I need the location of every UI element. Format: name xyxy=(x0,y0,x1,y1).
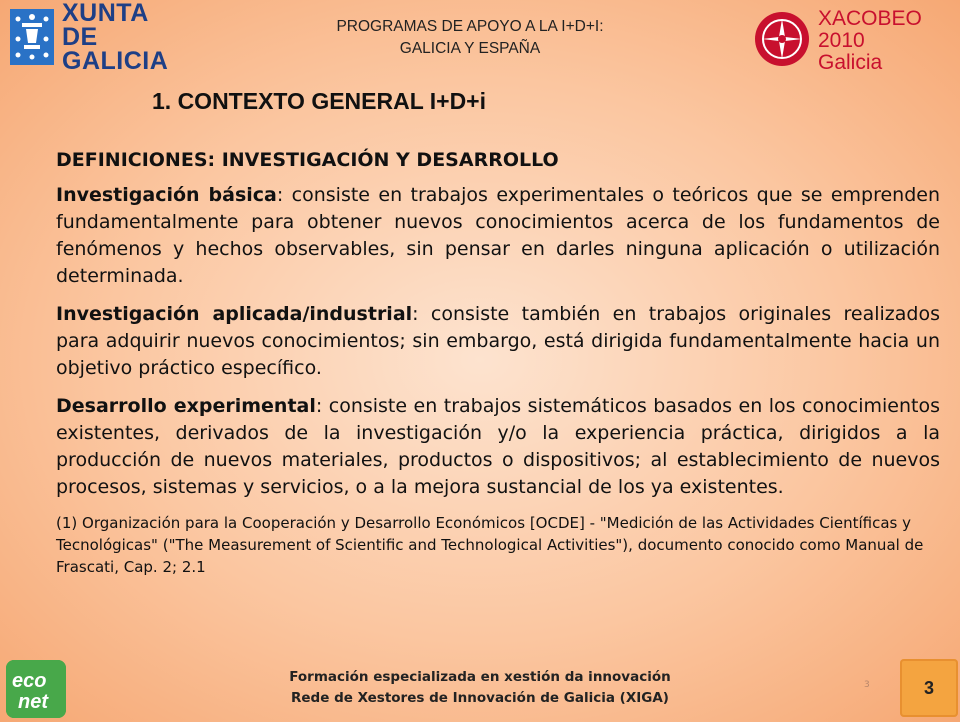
subheading: DEFINICIONES: INVESTIGACIÓN Y DESARROLLO xyxy=(56,149,559,171)
xacobeo-logo-text xyxy=(818,8,952,74)
econet-logo-line2: net xyxy=(18,691,48,713)
tiny-page-number: 3 xyxy=(864,680,870,690)
xacobeo-emblem-icon xyxy=(752,9,812,73)
xacobeo-logo-line1: XACOBEO 2010 xyxy=(818,7,922,52)
econet-logo-line1: eco xyxy=(12,670,47,692)
header-title-line2: GALICIA Y ESPAÑA xyxy=(399,40,541,57)
xunta-shield-icon xyxy=(10,9,54,65)
definition-text: : consiste también en trabajos originales realizados para adquirir nuevos conocimientos; sin embargo, está dirigida fundamentalmente hacia un objetivo práctico específico. xyxy=(56,303,940,379)
definition-basic-research xyxy=(56,182,940,290)
definition-term: Desarrollo experimental xyxy=(56,395,316,417)
page-number-badge xyxy=(900,659,958,717)
definition-applied-research xyxy=(56,301,940,382)
xunta-logo xyxy=(10,0,200,75)
header-title xyxy=(300,16,640,60)
definition-term: Investigación básica xyxy=(56,184,277,206)
footer-line1: Formación especializada en xestión da innovación xyxy=(289,669,671,685)
footer-text xyxy=(230,667,730,709)
xacobeo-logo xyxy=(752,8,952,74)
footer-line2: Rede de Xestores de Innovación de Galicia (XIGA) xyxy=(291,690,669,706)
xunta-logo-text xyxy=(62,1,200,73)
page-number: 3 xyxy=(923,677,934,698)
header-title-line1: PROGRAMAS DE APOYO A LA I+D+I: xyxy=(336,18,604,35)
section-title: 1. CONTEXTO GENERAL I+D+i xyxy=(152,88,487,114)
definition-text: : consiste en trabajos experimentales o teóricos que se emprenden fundamentalmente para obtener nuevos conocimientos acerca de los fundamentos de fenómenos y hechos observables, sin pensar en darles ninguna aplicación o utilización determinada. xyxy=(56,184,940,287)
xacobeo-logo-line2: Galicia xyxy=(818,51,883,74)
main-content xyxy=(56,147,940,578)
xunta-logo-line1: XUNTA xyxy=(62,0,149,27)
definition-experimental-development xyxy=(56,393,940,501)
definition-text: : consiste en trabajos sistemáticos basados en los conocimientos existentes, derivados de la investigación y/o la experiencia práctica, dirigidos a la producción de nuevos materiales, productos o dispositivos; al establecimiento de nuevos procesos, sistemas y servicios, o a la mejora sustancial de los ya existentes. xyxy=(56,395,940,498)
econet-logo-icon xyxy=(6,660,66,718)
definition-term: Investigación aplicada/industrial xyxy=(56,303,413,325)
footnote: (1) Organización para la Cooperación y Desarrollo Económicos [OCDE] - "Medición de las Actividades Científicas y Tecnológicas" ("The Measurement of Scientific and Technological Activities"), documento conocido como Manual de Frascati, Cap. 2; 2.1 xyxy=(56,514,924,576)
xunta-logo-line2: DE GALICIA xyxy=(62,23,169,75)
